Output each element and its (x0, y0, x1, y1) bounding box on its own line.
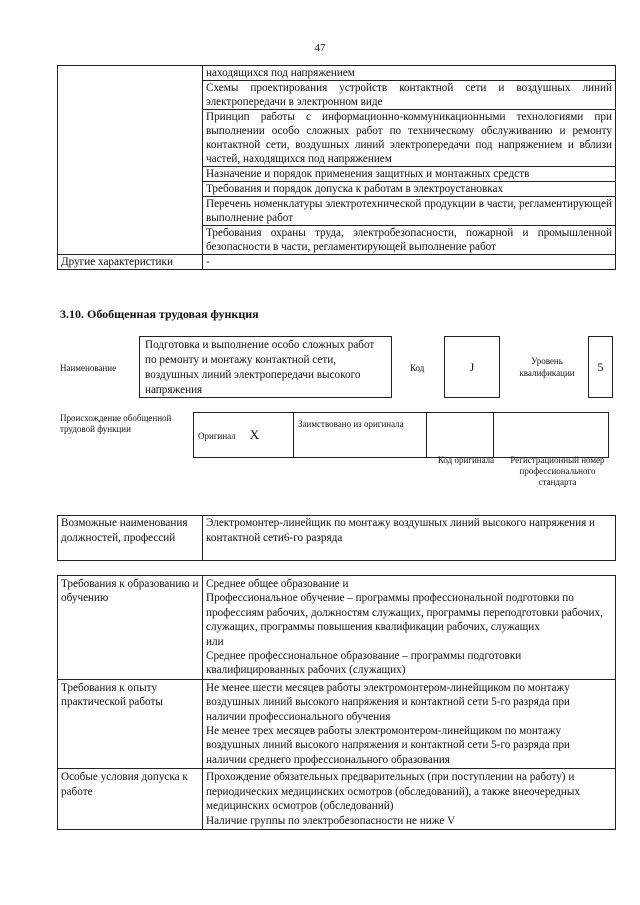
row-text: Требования охраны труда, электробезопасности, пожарной и промышленной безопасности в части, регламентирующей выполнение работ (203, 226, 616, 255)
row-text: Принцип работы с информационно-коммуникационными технологиями при выполнении особо сложных работ по техническому обслуживанию и ремонту контактной сети, воздушных линий электропередачи под напряжением и вблизи частей, находящихся под напряжением (203, 110, 616, 167)
row-label: Другие характеристики (58, 255, 203, 270)
admission-value (203, 769, 616, 830)
code-label: Код (410, 363, 425, 373)
text-line: Прохождение обязательных предварительных (при поступлении на работу) и периодических медицинских осмотров (обследований), а также внеочередных медицинских осмотров (обследований) (206, 771, 581, 813)
original-label: Оригинал (198, 431, 236, 441)
text-line: Профессиональное обучение – программы профессиональной подготовки по профессиям рабочих, должностям служащих, программы переподготовки рабочих, служащих, программы повышения квалификации рабочих, служащих (206, 592, 603, 634)
code-original-cell (427, 413, 494, 458)
row-label (58, 66, 203, 255)
text-line: или (206, 635, 224, 648)
section-title: 3.10. Обобщенная трудовая функция (60, 307, 259, 321)
origin-table (193, 412, 609, 458)
table-row (58, 679, 616, 768)
text-line: Среднее общее образование и (206, 578, 349, 590)
function-name: Подготовка и выполнение особо сложных работ по ремонту и монтажу контактной сети, воздушных линий электропередачи высокого напряжения (139, 336, 392, 398)
positions-table (57, 515, 616, 561)
table-row (58, 66, 616, 81)
table-row (58, 769, 616, 830)
row-text: - (203, 255, 616, 270)
admission-label: Особые условия допуска к работе (58, 769, 203, 830)
qualification-level (588, 336, 613, 398)
borrowed-label: Заимствовано из оригинала (294, 413, 427, 458)
experience-label: Требования к опыту практической работы (58, 679, 203, 768)
reg-number-label: Регистрационный номер профессионального стандарта (510, 455, 605, 487)
row-text: Схемы проектирования устройств контактной сети и воздушных линий электропередачи в электронном виде (203, 81, 616, 110)
table-row (58, 255, 616, 270)
qualification-level-value: 5 (597, 359, 604, 374)
table-row (58, 576, 616, 680)
text-line: Не менее трех месяцев работы электромонтером-линейщиком по монтажу воздушных линий высокого напряжения и контактной сети 5-го разряда при наличии среднего профессионального образования (206, 725, 570, 766)
education-label: Требования к образованию и обучению (58, 576, 203, 680)
code-original-label: Код оригинала (437, 455, 495, 465)
page-number: 47 (314, 42, 326, 54)
level-label: Уровень квалификации (519, 356, 575, 378)
table-row (194, 413, 609, 458)
row-text: находящихся под напряжением (203, 66, 616, 81)
original-mark: X (249, 427, 260, 442)
education-value (203, 576, 616, 680)
knowledge-table-continuation (57, 65, 616, 270)
row-text: Требования и порядок допуска к работам в электроустановках (203, 182, 616, 197)
origin-label: Происхождение обобщенной трудовой функции (60, 413, 172, 434)
original-cell (194, 413, 294, 458)
row-text: Перечень номенклатуры электротехнической продукции в части, регламентирующей выполнение работ (203, 197, 616, 226)
name-label: Наименование (60, 363, 117, 373)
row-text: Назначение и порядок применения защитных и монтажных средств (203, 167, 616, 182)
experience-value (203, 679, 616, 768)
reg-number-cell (494, 413, 609, 458)
function-code-value: J (469, 359, 475, 374)
positions-value: Электромонтер-линейщик по монтажу воздушных линий высокого напряжения и контактной сети6-го разряда (203, 516, 616, 561)
text-line: Не менее шести месяцев работы электромонтером-линейщиком по монтажу воздушных линий высокого напряжения и контактной сети 5-го разряда при наличии профессионального обучения (206, 681, 570, 723)
text-line: Среднее профессиональное образование – программы подготовки квалифицированных рабочих (служащих) (206, 650, 522, 677)
text-line: Наличие группы по электробезопасности не ниже V (206, 814, 456, 827)
requirements-table (57, 575, 616, 830)
positions-label: Возможные наименования должностей, профессий (58, 516, 203, 561)
table-row (58, 516, 616, 561)
function-code (444, 336, 500, 398)
